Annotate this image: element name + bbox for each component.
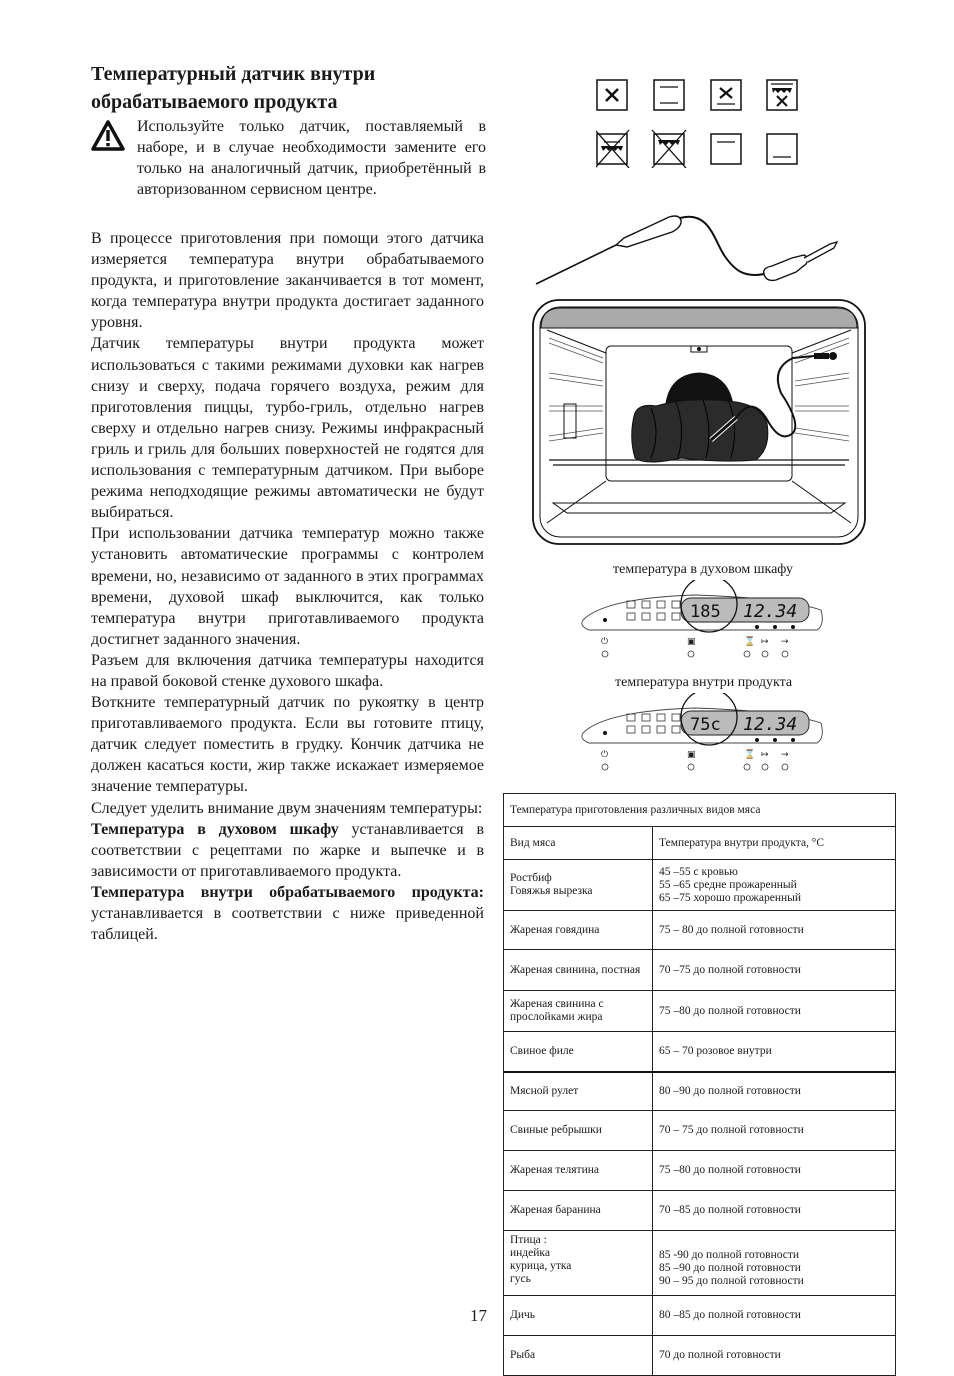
temperature-probe-illustration xyxy=(534,200,854,290)
meat-type: Ростбиф xyxy=(510,872,552,884)
core-temp-cell xyxy=(653,1336,896,1376)
power-icon: ⏻ xyxy=(601,750,609,760)
bold-term: Температура внутри обрабатываемого продукта: xyxy=(91,883,484,901)
meat-type-cell xyxy=(504,1231,653,1296)
core-temp-cell xyxy=(653,991,896,1032)
meat-type-cell xyxy=(504,1151,653,1191)
table-title-row xyxy=(504,794,896,827)
core-temp: 70 –85 до полной готовности xyxy=(659,1204,801,1216)
lcd-right-value: 12.34 xyxy=(743,714,798,735)
table-row xyxy=(504,1151,896,1191)
core-temp-cell xyxy=(653,1111,896,1151)
core-temp-cell xyxy=(653,1032,896,1073)
core-temp: 80 –85 до полной готовности xyxy=(659,1309,801,1321)
timer-button[interactable] xyxy=(744,651,750,657)
core-temp: 70 – 75 до полной готовности xyxy=(659,1124,804,1136)
table-row xyxy=(504,991,896,1032)
probe-plug xyxy=(764,255,808,280)
core-temp-cell xyxy=(653,860,896,911)
table-row xyxy=(504,911,896,950)
duration-icon: ↦ xyxy=(761,637,769,647)
fan-bottom-heat-icon xyxy=(711,80,741,110)
core-temp: 65 –75 хорошо прожаренный xyxy=(659,891,802,904)
warning-note xyxy=(91,116,486,200)
probe-button[interactable] xyxy=(688,764,694,770)
paragraph: Воткните температурный датчик по рукоятку в центр приготавливаемого продукта. Если вы готовите птицу, датчик следует поместить в грудку. Кончик датчика не должен касаться кости, жир также искажает измеряемое значение температуры. xyxy=(91,694,484,796)
section-heading: Температурный датчик внутри обрабатываемого продукта xyxy=(91,63,376,113)
power-button[interactable] xyxy=(602,764,608,770)
paragraph: При использовании датчика температур можно также установить автоматические программы с контролем времени, но, независимо от заданного в этих программах времени, духовой шкаф выключится, как только температура внутри приготавливаемого продукта достигнет заданного значения. xyxy=(91,525,484,648)
top-heat-icon xyxy=(711,134,741,164)
lcd-right-value: 12.34 xyxy=(743,601,798,622)
fan-icon xyxy=(597,80,627,110)
core-temp: 55 –65 средне прожаренный xyxy=(659,878,797,891)
core-temp: 75 –80 до полной готовности xyxy=(659,1004,801,1017)
meat-type: Свиное филе xyxy=(510,1045,574,1057)
mode-icon-grid xyxy=(596,78,816,168)
end-time-button[interactable] xyxy=(782,764,788,770)
duration-icon: ↦ xyxy=(761,750,769,760)
power-icon: ⏻ xyxy=(601,637,609,647)
lcd-left-value: 75c xyxy=(690,715,721,735)
table-row xyxy=(504,1296,896,1336)
timer-icon: ⌛ xyxy=(744,637,756,647)
probe-button-icon: ▣ xyxy=(687,750,696,760)
paragraph: Следует уделить внимание двум значениям температуры: xyxy=(91,799,483,817)
core-temp-cell xyxy=(653,1296,896,1336)
panel-caption-core-temp: температура внутри продукта xyxy=(615,675,793,690)
meat-type: гусь xyxy=(510,1273,531,1285)
probe-button[interactable] xyxy=(688,651,694,657)
core-temp-cell xyxy=(653,950,896,991)
meat-type: Жареная телятина xyxy=(510,1164,599,1176)
table-row xyxy=(504,1231,896,1296)
end-time-icon: → xyxy=(781,637,789,647)
probe-plug-tip xyxy=(804,242,837,262)
meat-type: Мясной рулет xyxy=(510,1085,579,1097)
indicator-dot xyxy=(603,618,607,622)
meat-type: Жареная баранина xyxy=(510,1204,601,1216)
end-time-button[interactable] xyxy=(782,651,788,657)
probe-needle xyxy=(536,245,616,284)
core-temp-cell xyxy=(653,1231,896,1296)
lcd-left-value: 185 xyxy=(690,602,721,622)
paragraph: Разъем для включения датчика температуры находится на правой боковой стенке духового шкафа. xyxy=(91,651,484,690)
timer-icon: ⌛ xyxy=(744,750,756,760)
meat-type-cell xyxy=(504,1191,653,1231)
large-grill-disabled-icon xyxy=(652,130,686,168)
core-temp: 45 –55 с кровью xyxy=(659,865,738,878)
table-row xyxy=(504,950,896,991)
meat-type: Жареная свинина, постная xyxy=(510,963,641,976)
top-bottom-heat-icon xyxy=(654,80,684,110)
meat-type: Рыба xyxy=(510,1349,536,1361)
meat-type: Жареная говядина xyxy=(510,923,600,936)
probe-handle xyxy=(616,216,681,247)
warning-triangle-icon xyxy=(91,120,125,152)
table-row xyxy=(504,1336,896,1376)
meat-type: Птица : xyxy=(510,1234,547,1246)
bold-term: Температура в духовом шкафу xyxy=(91,820,339,838)
meat-type-cell xyxy=(504,991,653,1032)
paragraph xyxy=(91,882,484,945)
page-number: 17 xyxy=(470,1306,487,1325)
paragraph-text: устанавливается в соответствии с рецептами по жарке и выпечке и в зависимости от приготавливаемого продукта. xyxy=(91,820,484,880)
warning-text: Используйте только датчик, поставляемый в наборе, и в случае необходимости замените его только на аналогичный датчик, приобретённый в авторизованном сервисном центре. xyxy=(137,118,486,198)
control-panel-core-temp xyxy=(575,693,831,779)
core-temp: 90 – 95 до полной готовности xyxy=(659,1275,804,1287)
paragraph-text: устанавливается в соответствии с ниже приведенной таблицей. xyxy=(91,905,484,944)
meat-type-cell xyxy=(504,1111,653,1151)
paragraph: В процессе приготовления при помощи этого датчика измеряется температура внутри обрабатываемого продукта, и приготовление заканчивается в тот момент, когда температура внутри продукта достигает заданного уровня. xyxy=(91,230,484,332)
meat-type: Свиные ребрышки xyxy=(510,1124,602,1136)
end-time-icon: → xyxy=(781,750,789,760)
control-panel-oven-temp xyxy=(575,580,831,666)
table-row xyxy=(504,1191,896,1231)
meat-type-cell xyxy=(504,1296,653,1336)
meat-type-cell xyxy=(504,911,653,950)
core-temp: 70 до полной готовности xyxy=(659,1349,781,1361)
power-button[interactable] xyxy=(602,651,608,657)
column-header: Температура внутри продукта, °С xyxy=(653,827,896,860)
oven-interior-illustration xyxy=(531,298,867,546)
table-row xyxy=(504,1072,896,1111)
meat-type-cell xyxy=(504,1032,653,1073)
meat-type-cell xyxy=(504,1072,653,1111)
table-row xyxy=(504,860,896,911)
meat-type: индейка xyxy=(510,1247,550,1259)
grill-disabled-icon xyxy=(596,130,629,168)
core-temp: 85 -90 до полной готовности xyxy=(659,1249,800,1261)
core-temp: 85 –90 до полной готовности xyxy=(659,1262,801,1274)
meat-temperature-table xyxy=(503,793,896,1376)
core-temp-cell xyxy=(653,1191,896,1231)
oven-mode-icons xyxy=(596,78,806,173)
duration-button[interactable] xyxy=(762,764,768,770)
meat-type: Говяжья вырезка xyxy=(510,885,593,897)
probe-cable xyxy=(680,217,764,275)
meat-type: курица, утка xyxy=(510,1260,572,1272)
meat-type: Дичь xyxy=(510,1309,536,1321)
core-temp: 65 – 70 розовое внутри xyxy=(659,1045,772,1057)
column-header: Вид мяса xyxy=(504,827,653,860)
core-temp: 70 –75 до полной готовности xyxy=(659,963,801,976)
duration-button[interactable] xyxy=(762,651,768,657)
core-temp-cell xyxy=(653,911,896,950)
core-temp-cell xyxy=(653,1072,896,1111)
bottom-heat-icon xyxy=(767,134,797,164)
meat-type-cell xyxy=(504,860,653,911)
indicator-dot xyxy=(603,731,607,735)
meat-type-cell xyxy=(504,1336,653,1376)
core-temp: 75 – 80 до полной готовности xyxy=(659,923,804,936)
meat-type-cell xyxy=(504,950,653,991)
table-row xyxy=(504,1111,896,1151)
core-temp: 75 –80 до полной готовности xyxy=(659,1164,801,1176)
grill-fan-icon xyxy=(767,80,797,110)
core-temp-cell xyxy=(653,1151,896,1191)
table-header-row xyxy=(504,827,896,860)
table-row xyxy=(504,1032,896,1073)
paragraph xyxy=(91,819,484,882)
table-title: Температура приготовления различных видов мяса xyxy=(504,794,896,827)
paragraph: Датчик температуры внутри продукта может использоваться с такими режимами духовки как нагрев снизу и сверху, подача горячего воздуха, режим для приготовления пиццы, турбо-гриль, отдельно нагрев сверху и отдельно нагрев снизу. Режимы инфракрасный гриль и гриль для больших поверхностей не годятся для использования с температурным датчиком. При выборе режима неподходящие режимы автоматически не будут выбираться. xyxy=(91,335,484,522)
timer-button[interactable] xyxy=(744,764,750,770)
probe-button-icon: ▣ xyxy=(687,637,696,647)
core-temp: 80 –90 до полной готовности xyxy=(659,1085,801,1097)
body-text xyxy=(91,228,484,945)
meat-type: Жареная свинина с прослойками жира xyxy=(510,998,604,1023)
panel-caption-oven-temp: температура в духовом шкафу xyxy=(613,562,794,577)
